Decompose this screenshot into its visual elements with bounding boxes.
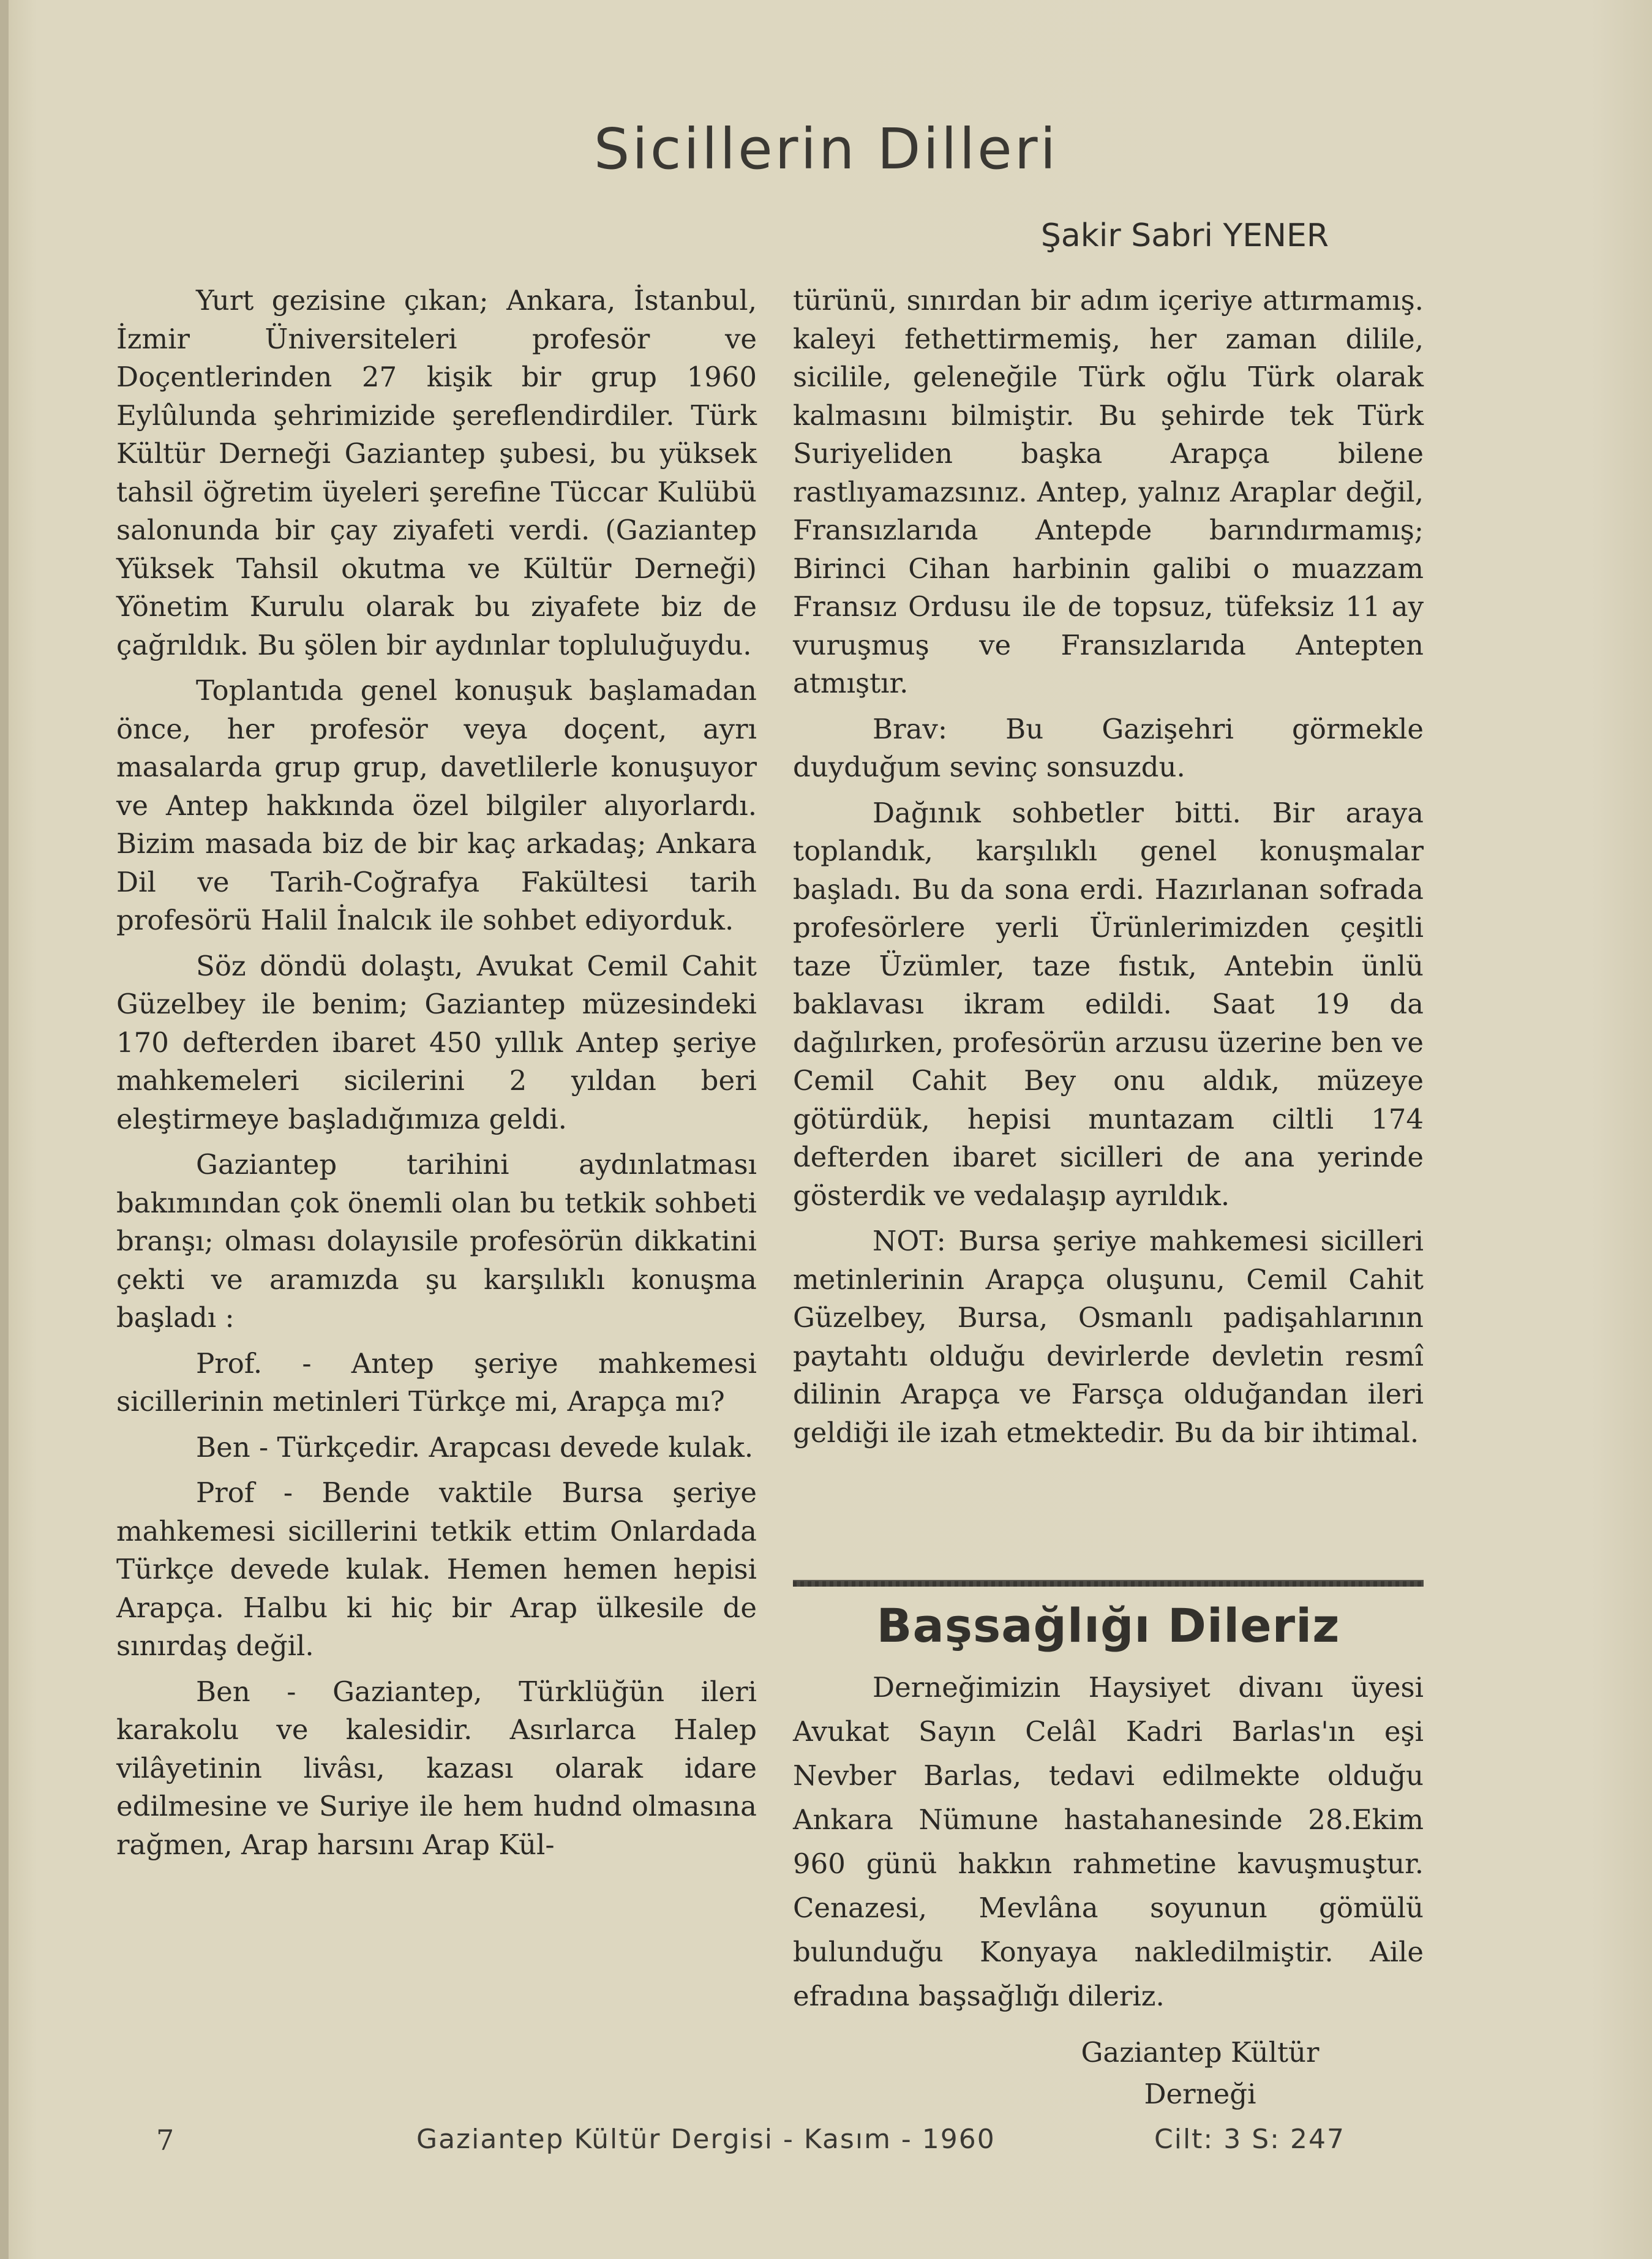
signoff-line: Gaziantep Kültür xyxy=(1081,2036,1320,2069)
paragraph: türünü, sınırdan bir adım içeriye attırmamış. kaleyi fethettirmemiş, her zaman dilile, sicilile, geleneğile Türk oğlu Türk olarak kalmasını bilmiştir. Bu şehirde tek Türk Suriyeliden başka Arapça bilene rastlıyamazsınız. Antep, yalnız Araplar değil, Fransızlarıda Antepde barındırmamış; Birinci Cihan harbinin galibi o muazzam Fransız Ordusu ile de topsuz, tüfeksiz 11 ay vuruşmuş ve Fransızlarıda Antepten atmıştır. xyxy=(793,284,1424,699)
magazine-issue: Gaziantep Kültür Dergisi - Kasım - 1960 xyxy=(416,2124,996,2155)
note-paragraph: NOT: Bursa şeriye mahkemesi sicilleri metinlerinin Arapça oluşunu, Cemil Cahit Güzelbey, Bursa, Osmanlı padişahlarının paytahtı olduğu devirlerde devletin resmî dilinin Arapça ve Farsça olduğandan ileri geldiği ile izah etmektedir. Bu da bir ihtimal. xyxy=(793,1225,1424,1449)
condolence-title: Başsağlığı Dileriz xyxy=(876,1598,1340,1653)
signoff-line: Derneği xyxy=(1144,2078,1256,2110)
paragraph: Söz döndü dolaştı, Avukat Cemil Cahit Güzelbey ile benim; Gaziantep müzesindeki 170 defterden ibaret 450 yıllık Antep şeriye mahkemeleri sicilerini 2 yıldan beri eleştirmeye başladığımıza geldi. xyxy=(116,949,757,1135)
paragraph: Dağınık sohbetler bitti. Bir araya toplandık, karşılıklı genel konuşmalar başladı. Bu da sona erdi. Hazırlanan sofrada profesörlere yerli Ürünlerimizden çeşitli taze Üzümler, taze fıstık, Antebin ünlü baklavası ikram edildi. Saat 19 da dağılırken, profesörün arzusu üzerine ben ve Cemil Cahit Bey onu aldık, müzeye götürdük, hepisi muntazam ciltli 174 defterden ibaret sicilleri de ana yerinde gösterdik ve vedalaşıp ayrıldık. xyxy=(793,796,1424,1212)
dialogue-line: Ben - Türkçedir. Arapcası devede kulak. xyxy=(196,1430,754,1464)
paragraph: Brav: Bu Gazişehri görmekle duyduğum sevinç sonsuzdu. xyxy=(793,712,1424,783)
volume-number: Cilt: 3 S: 247 xyxy=(1154,2124,1345,2155)
left-column xyxy=(116,282,757,1871)
dialogue-line: Ben - Gaziantep, Türklüğün ileri karakolu ve kalesidir. Asırlarca Halep vilâyetinin livâsı, kazası olarak idare edilmesine ve Suriye ile hem hudnd olmasına rağmen, Arap harsını Arap Kül- xyxy=(116,1675,757,1861)
paragraph: Toplantıda genel konuşuk başlamadan önce, her profesör veya doçent, ayrı masalarda grup grup, davetlilerle konuşuyor ve Antep hakkında özel bilgiler alıyorlardı. Bizim masada biz de bir kaç arkadaş; Ankara Dil ve Tarih-Coğrafya Fakültesi tarih profesörü Halil İnalcık ile sohbet ediyorduk. xyxy=(116,674,757,936)
paragraph: Yurt gezisine çıkan; Ankara, İstanbul, İzmir Üniversiteleri profesör ve Doçentlerinden 27 kişik bir grup 1960 Eylûlunda şehrimizide şereflendirdiler. Türk Kültür Derneği Gaziantep şubesi, bu yüksek tahsil öğretim üyeleri şerefine Tüccar Kulübü salonunda bir çay ziyafeti verdi. (Gaziantep Yüksek Tahsil okutma ve Kültür Derneği) Yönetim Kurulu olarak bu ziyafete biz de çağrıldık. Bu şölen bir aydınlar topluluğuydu. xyxy=(116,284,757,661)
page-spine-edge xyxy=(0,0,9,2259)
dialogue-line: Prof - Bende vaktile Bursa şeriye mahkemesi sicillerini tetkik ettim Onlardada Türkçe devede kulak. Hemen hemen hepisi Arapça. Halbu ki hiç bir Arap ülkesile de sınırdaş değil. xyxy=(116,1476,757,1662)
condolence-body: Derneğimizin Haysiyet divanı üyesi Avukat Sayın Celâl Kadri Barlas'ın eşi Nevber Barlas, tedavi edilmekte olduğu Ankara Nümune hastahanesinde 28.Ekim 960 günü hakkın rahmetine kavuşmuştur. Cenazesi, Mevlâna soyunun gömülü bulunduğu Konyaya nakledilmiştir. Aile efradına başsağlığı dileriz. xyxy=(793,1671,1424,2012)
paragraph: Gaziantep tarihini aydınlatması bakımından çok önemli olan bu tetkik sohbeti branşı; olması dolayısile profesörün dikkatini çekti ve aramızda şu karşılıklı konuşma başladı : xyxy=(116,1148,757,1334)
right-column xyxy=(793,282,1424,1459)
article-author: Şakir Sabri YENER xyxy=(1040,217,1329,254)
article-title: Sicillerin Dilleri xyxy=(593,116,1059,182)
section-divider xyxy=(793,1580,1424,1587)
condolence-signoff xyxy=(1041,2032,1359,2115)
dialogue-line: Prof. - Antep şeriye mahkemesi sicillerinin metinleri Türkçe mi, Arapça mı? xyxy=(116,1347,757,1418)
page-number: 7 xyxy=(156,2124,175,2157)
